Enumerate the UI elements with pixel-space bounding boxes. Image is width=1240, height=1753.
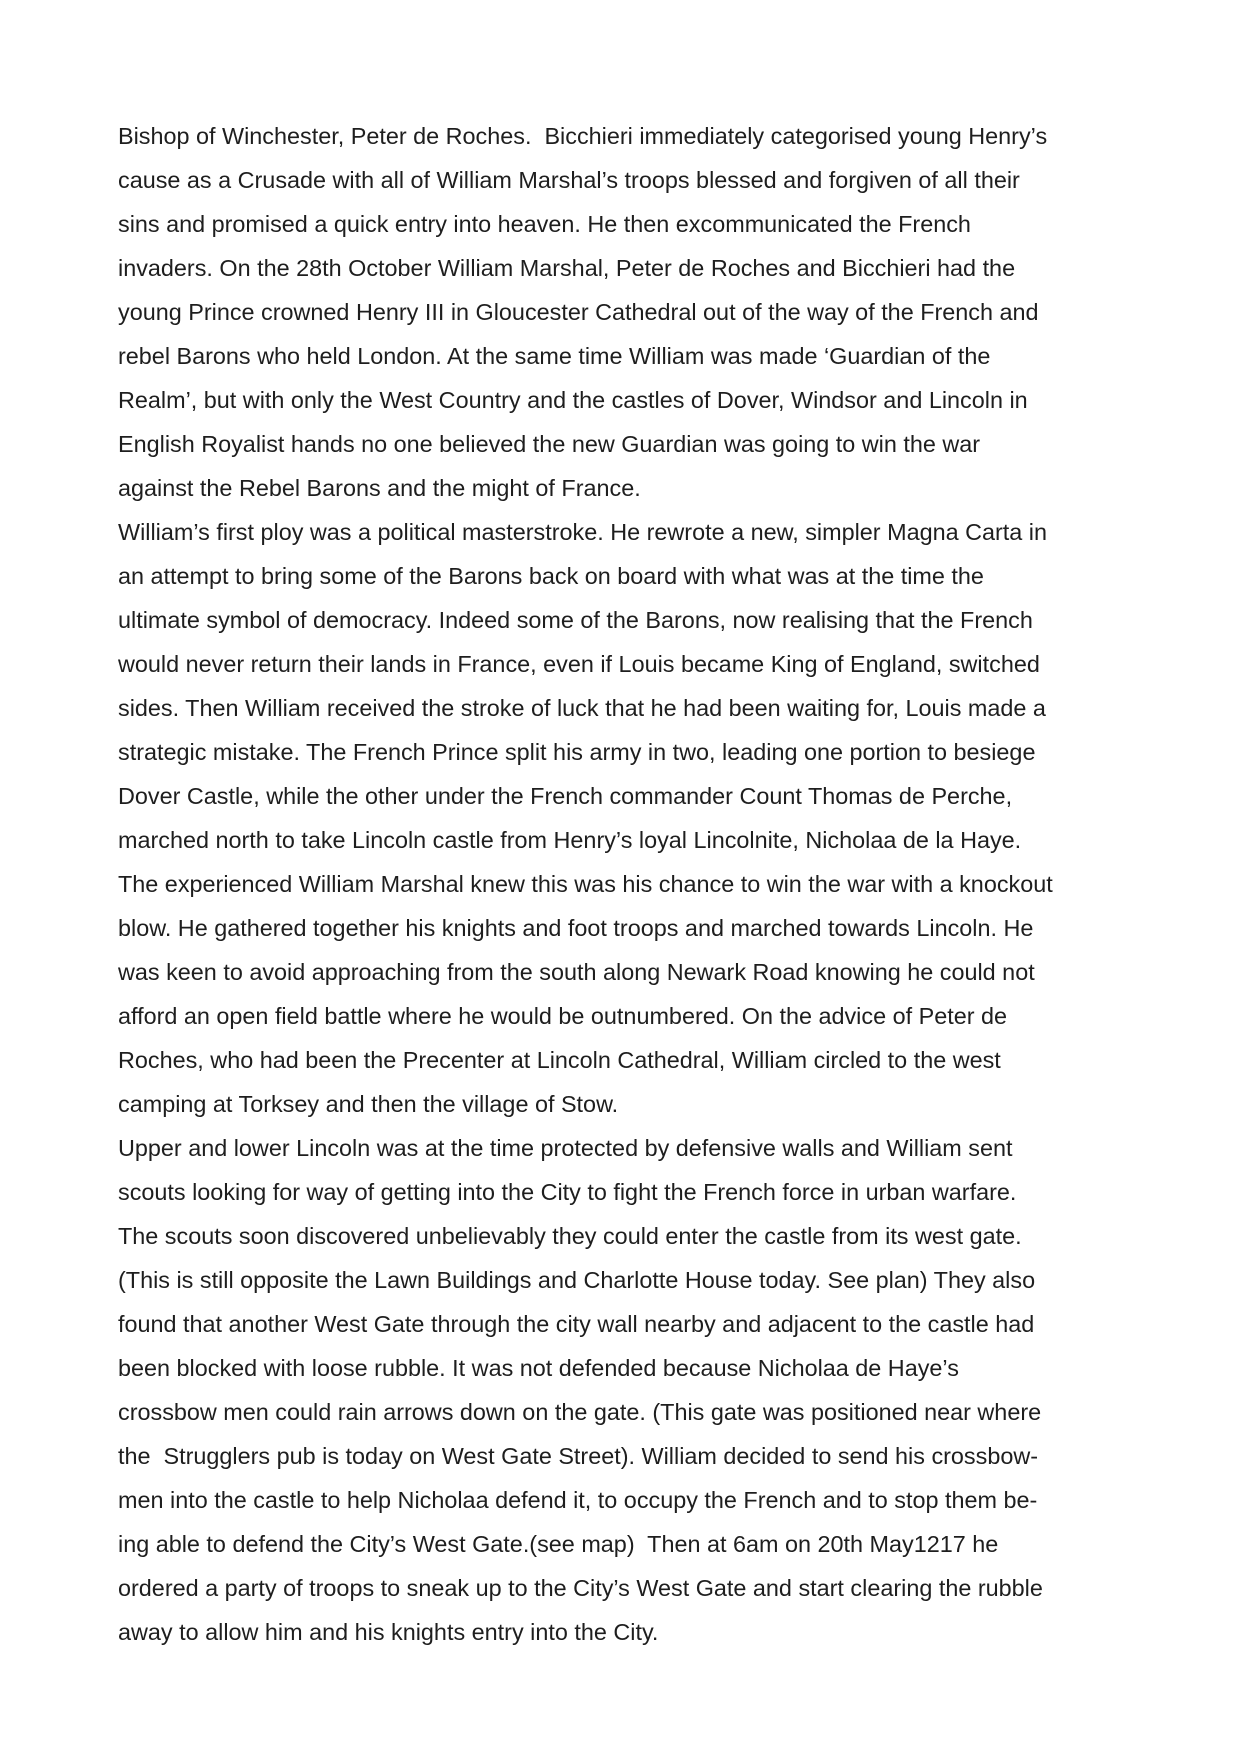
text-line: The experienced William Marshal knew this was his chance to win the war with a knockout [118, 871, 1053, 897]
text-line: English Royalist hands no one believed the new Guardian was going to win the war [118, 431, 981, 457]
text-line: (This is still opposite the Lawn Buildings and Charlotte House today. See plan) They also [118, 1267, 1036, 1293]
text-line: sides. Then William received the stroke of luck that he had been waiting for, Louis made a [118, 695, 1046, 721]
text-line: ordered a party of troops to sneak up to the City’s West Gate and start clearing the rubble [118, 1575, 1043, 1601]
text-line: Upper and lower Lincoln was at the time protected by defensive walls and William sent [118, 1135, 1013, 1161]
text-line: young Prince crowned Henry III in Gloucester Cathedral out of the way of the French and [118, 299, 1039, 325]
text-line: the Strugglers pub is today on West Gate Street). William decided to send his crossbow- [118, 1443, 1039, 1469]
text-line: was keen to avoid approaching from the south along Newark Road knowing he could not [118, 959, 1035, 985]
text-line: been blocked with loose rubble. It was not defended because Nicholaa de Haye’s [118, 1355, 959, 1381]
text-line: strategic mistake. The French Prince split his army in two, leading one portion to besiege [118, 739, 1036, 765]
text-line: rebel Barons who held London. At the same time William was made ‘Guardian of the [118, 343, 991, 369]
text-line: found that another West Gate through the city wall nearby and adjacent to the castle had [118, 1311, 1035, 1337]
text-line: blow. He gathered together his knights and foot troops and marched towards Lincoln. He [118, 915, 1034, 941]
text-line: cause as a Crusade with all of William Marshal’s troops blessed and forgiven of all their [118, 167, 1020, 193]
text-line: would never return their lands in France, even if Louis became King of England, switched [118, 651, 1040, 677]
text-line: against the Rebel Barons and the might of France. [118, 475, 641, 501]
body-text [118, 114, 1138, 1654]
text-line: Dover Castle, while the other under the French commander Count Thomas de Perche, [118, 783, 1013, 809]
text-line: The scouts soon discovered unbelievably they could enter the castle from its west gate. [118, 1223, 1022, 1249]
text-line: ing able to defend the City’s West Gate.(see map) Then at 6am on 20th May1217 he [118, 1531, 999, 1557]
text-line: crossbow men could rain arrows down on the gate. (This gate was positioned near where [118, 1399, 1042, 1425]
text-line: away to allow him and his knights entry into the City. [118, 1619, 659, 1645]
text-line: Realm’, but with only the West Country and the castles of Dover, Windsor and Lincoln in [118, 387, 1028, 413]
text-line: marched north to take Lincoln castle from Henry’s loyal Lincolnite, Nicholaa de la Haye. [118, 827, 1022, 853]
text-line: an attempt to bring some of the Barons back on board with what was at the time the [118, 563, 984, 589]
text-line: William’s first ploy was a political masterstroke. He rewrote a new, simpler Magna Carta in [118, 519, 1048, 545]
text-line: invaders. On the 28th October William Marshal, Peter de Roches and Bicchieri had the [118, 255, 1016, 281]
text-line: Bishop of Winchester, Peter de Roches. Bicchieri immediately categorised young Henry’s [118, 123, 1048, 149]
text-line: sins and promised a quick entry into heaven. He then excommunicated the French [118, 211, 971, 237]
text-line: camping at Torksey and then the village of Stow. [118, 1091, 619, 1117]
text-line: scouts looking for way of getting into the City to fight the French force in urban warfare. [118, 1179, 1017, 1205]
text-line: ultimate symbol of democracy. Indeed some of the Barons, now realising that the French [118, 607, 1033, 633]
text-line: men into the castle to help Nicholaa defend it, to occupy the French and to stop them be- [118, 1487, 1038, 1513]
text-line: Roches, who had been the Precenter at Lincoln Cathedral, William circled to the west [118, 1047, 1001, 1073]
text-line: afford an open field battle where he would be outnumbered. On the advice of Peter de [118, 1003, 1008, 1029]
